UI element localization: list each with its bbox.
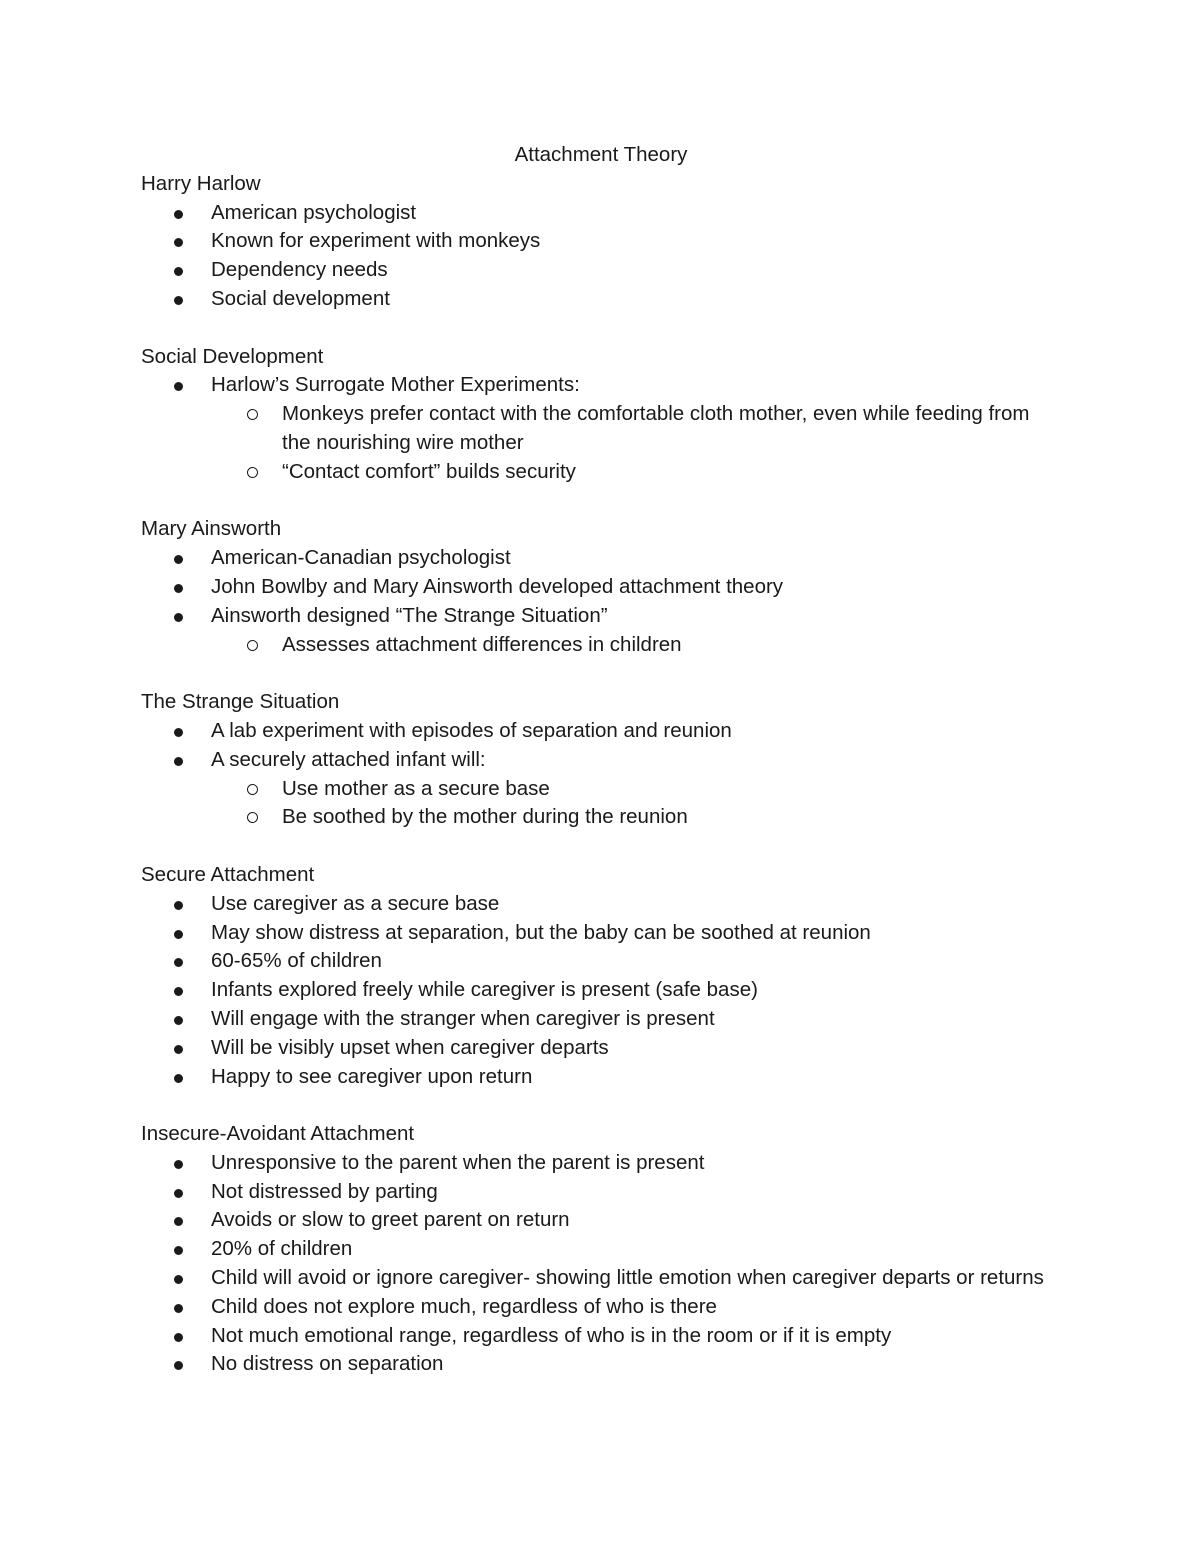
bullet-list (141, 371, 1061, 486)
bullet-icon (174, 930, 183, 939)
list-item (211, 256, 1061, 285)
list-item-text: American psychologist (211, 200, 417, 224)
sub-list (211, 400, 1061, 486)
section-heading: Insecure-Avoidant Attachment (141, 1122, 415, 1146)
document-body (141, 170, 1061, 1379)
list-item (211, 1235, 1061, 1264)
list-item (211, 1264, 1061, 1293)
bullet-list (141, 544, 1061, 659)
list-item (211, 227, 1061, 256)
section (141, 515, 1061, 659)
list-item-text: John Bowlby and Mary Ainsworth developed attachment theory (211, 574, 784, 598)
hollow-bullet-icon (247, 409, 258, 420)
bullet-list (141, 890, 1061, 1092)
list-item-text: Harlow’s Surrogate Mother Experiments: (211, 373, 580, 397)
section-heading: Harry Harlow (141, 171, 261, 195)
list-item-text: Ainsworth designed “The Strange Situation” (211, 603, 608, 627)
bullet-icon (174, 1361, 183, 1370)
list-item (211, 371, 1061, 486)
document-page (141, 141, 1061, 1379)
list-item-text: Use caregiver as a secure base (211, 891, 500, 915)
list-item-text: Not distressed by parting (211, 1179, 438, 1203)
list-item (211, 199, 1061, 228)
bullet-list (141, 199, 1061, 314)
list-item (211, 1034, 1061, 1063)
list-item-text: Child will avoid or ignore caregiver- showing little emotion when caregiver departs or returns (211, 1266, 1044, 1290)
bullet-icon (174, 584, 183, 593)
hollow-bullet-icon (247, 467, 258, 478)
document-title: Attachment Theory (514, 143, 688, 166)
list-item-text: No distress on separation (211, 1352, 444, 1376)
bullet-icon (174, 1016, 183, 1025)
list-item-text: Known for experiment with monkeys (211, 229, 541, 253)
bullet-icon (174, 757, 183, 766)
bullet-icon (174, 958, 183, 967)
list-item (211, 573, 1061, 602)
section (141, 343, 1061, 487)
section (141, 1120, 1061, 1379)
list-item (211, 285, 1061, 314)
bullet-icon (174, 1074, 183, 1083)
sub-list-item (282, 631, 1061, 660)
list-item (211, 1149, 1061, 1178)
bullet-icon (174, 728, 183, 737)
list-item (211, 717, 1061, 746)
list-item-text: May show distress at separation, but the baby can be soothed at reunion (211, 920, 871, 944)
sub-list-item (282, 775, 1061, 804)
list-item (211, 1063, 1061, 1092)
list-item-text: A lab experiment with episodes of separation and reunion (211, 718, 732, 742)
list-item (211, 919, 1061, 948)
list-item (211, 1206, 1061, 1235)
section-heading: The Strange Situation (141, 690, 340, 714)
list-item (211, 1005, 1061, 1034)
list-item (211, 746, 1061, 832)
list-item (211, 947, 1061, 976)
bullet-icon (174, 1217, 183, 1226)
list-item-text: 20% of children (211, 1237, 353, 1261)
list-item-text: Not much emotional range, regardless of who is in the room or if it is empty (211, 1323, 892, 1347)
sub-list-item-text: Use mother as a secure base (282, 776, 550, 800)
list-item-text: Unresponsive to the parent when the parent is present (211, 1150, 705, 1174)
hollow-bullet-icon (247, 640, 258, 651)
bullet-icon (174, 296, 183, 305)
list-item (211, 1178, 1061, 1207)
list-item-text: Avoids or slow to greet parent on return (211, 1208, 570, 1232)
sub-list-item-text: Assesses attachment differences in children (282, 632, 682, 656)
sub-list-item (282, 458, 1061, 487)
list-item (211, 544, 1061, 573)
list-item-text: A securely attached infant will: (211, 747, 486, 771)
bullet-list (141, 1149, 1061, 1379)
sub-list-item (282, 400, 1061, 458)
list-item-text: American-Canadian psychologist (211, 546, 511, 570)
bullet-icon (174, 901, 183, 910)
sub-list-item-text: Monkeys prefer contact with the comfortable cloth mother, even while feeding from the nourishing wire mother (282, 402, 1030, 454)
bullet-icon (174, 613, 183, 622)
list-item-text: Dependency needs (211, 258, 388, 282)
hollow-bullet-icon (247, 784, 258, 795)
list-item-text: 60-65% of children (211, 949, 382, 973)
sub-list (211, 775, 1061, 833)
bullet-icon (174, 382, 183, 391)
bullet-icon (174, 555, 183, 564)
bullet-icon (174, 1189, 183, 1198)
list-item-text: Social development (211, 286, 390, 310)
list-item-text: Will be visibly upset when caregiver departs (211, 1035, 609, 1059)
section-heading: Mary Ainsworth (141, 517, 282, 541)
hollow-bullet-icon (247, 812, 258, 823)
bullet-icon (174, 210, 183, 219)
list-item (211, 890, 1061, 919)
sub-list-item-text: Be soothed by the mother during the reunion (282, 805, 688, 829)
list-item (211, 1322, 1061, 1351)
bullet-icon (174, 1333, 183, 1342)
section (141, 861, 1061, 1091)
bullet-icon (174, 1304, 183, 1313)
list-item (211, 976, 1061, 1005)
section-heading: Secure Attachment (141, 862, 315, 886)
section-heading: Social Development (141, 344, 324, 368)
list-item-text: Happy to see caregiver upon return (211, 1064, 533, 1088)
list-item-text: Will engage with the stranger when caregiver is present (211, 1006, 715, 1030)
bullet-icon (174, 238, 183, 247)
list-item-text: Infants explored freely while caregiver is present (safe base) (211, 978, 758, 1002)
list-item (211, 1293, 1061, 1322)
sub-list-item (282, 803, 1061, 832)
bullet-icon (174, 1045, 183, 1054)
bullet-icon (174, 987, 183, 996)
bullet-icon (174, 1160, 183, 1169)
section (141, 688, 1061, 832)
list-item (211, 1350, 1061, 1379)
section (141, 170, 1061, 314)
sub-list (211, 631, 1061, 660)
list-item-text: Child does not explore much, regardless of who is there (211, 1294, 717, 1318)
sub-list-item-text: “Contact comfort” builds security (282, 459, 576, 483)
bullet-icon (174, 1246, 183, 1255)
bullet-list (141, 717, 1061, 832)
bullet-icon (174, 1275, 183, 1284)
list-item (211, 602, 1061, 660)
bullet-icon (174, 267, 183, 276)
